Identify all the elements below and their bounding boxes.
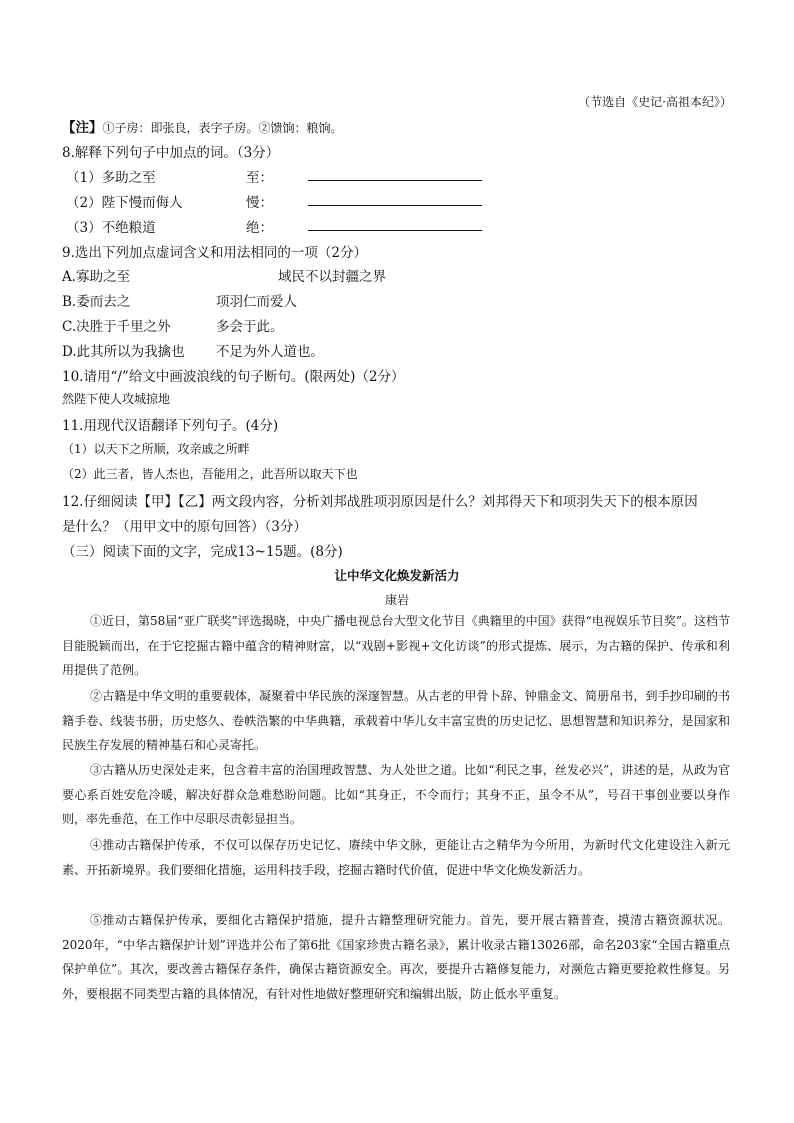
q9-option (62, 315, 284, 335)
article-title: 让中华文化焕发新活力 (334, 568, 460, 583)
annotation-label: 【注】 (62, 120, 103, 136)
q9-option-right: 域民不以封疆之界 (278, 269, 386, 285)
q9-option-left: B.委而去之 (62, 294, 131, 310)
article-author: 康岩 (384, 593, 409, 607)
article-paragraph: ④推动古籍保护传承，不仅可以保存历史记忆、赓续中华文脉，更能让古之精华为今所用，为新时代文化建设注入新元素、开拓新境界。我们要细化措施，运用科技手段，挖掘古籍时代价值，促进中华文化焕发新活力。 (62, 838, 730, 877)
q10-prompt: 10.请用“/”给文中画波浪线的句子断句。(限两处)（2分） (62, 369, 405, 385)
q9-option-right: 项羽仁而爱人 (216, 294, 297, 310)
q8-prompt: 8.解释下列句子中加点的词。（3分） (62, 145, 280, 161)
annotation-text: ①子房：即张良，表字子房。②馈饷：粮饷。 (102, 121, 343, 135)
q8-word: 绝： (246, 220, 273, 236)
article-paragraph: ③古籍从历史深处走来，包含着丰富的治国理政智慧、为人处世之道。比如“利民之事，丝发必兴”，讲述的是，从政为官要心系百姓安危冷暖，解决好群众急难愁盼问题。比如“其身正，不令而行；其身不正，虽令不从”，号召干事创业要以身作则，率先垂范，在工作中尽职尽责彰显担当。 (62, 763, 730, 826)
q9-option-left: C.决胜于千里之外 (62, 319, 171, 335)
q9-option (62, 340, 324, 360)
q8-sentence: （3）不绝粮道 (66, 220, 156, 236)
q8-sentence: （2）陛下慢而侮人 (66, 195, 183, 211)
q12-line: 12.仔细阅读【甲】【乙】两文段内容，分析刘邦战胜项羽原因是什么？刘邦得天下和项羽失天下的根本原因 (62, 494, 698, 510)
q9-option (62, 265, 386, 285)
q9-option-right: 不足为外人道也。 (216, 344, 324, 360)
section-heading: （三）阅读下面的文字，完成13~15题。(8分) (62, 544, 343, 560)
q9-option (62, 290, 297, 310)
q11-item: （1）以天下之所顺，攻亲戚之所畔 (62, 442, 250, 456)
q9-prompt: 9.选出下列加点虚词含义和用法相同的一项（2分） (62, 245, 367, 261)
answer-blank[interactable] (308, 180, 482, 181)
q8-word: 至： (246, 170, 273, 186)
q9-option-right: 多会于此。 (216, 319, 284, 335)
article-paragraph: ①近日，第58届“亚广联奖”评选揭晓，中央广播电视总台大型文化节目《典籍里的中国》获得“电视娱乐节目奖”。这档节目能脱颖而出，在于它挖掘古籍中蕴含的精神财富，以“戏剧+影视+文化访谈”的形式提炼、展示，为古籍的保护、传承和利用提供了范例。 (62, 614, 730, 677)
q12-line: 是什么？（用甲文中的原句回答）（3分） (62, 519, 307, 535)
answer-blank[interactable] (308, 230, 482, 231)
q8-sentence: （1）多助之至 (66, 170, 156, 186)
article-paragraph: ⑤推动古籍保护传承，要细化古籍保护措施，提升古籍整理研究能力。首先，要开展古籍普查，摸清古籍资源状况。2020年，“中华古籍保护计划”评选并公布了第6批《国家珍贵古籍名录》，累计收录古籍13026部，命名203家“全国古籍重点保护单位”。其次，要改善古籍保存条件，确保古籍资源安全。再次，要提升古籍修复能力，对濒危古籍更要抢救性修复。另外，要根据不同类型古籍的具体情况，有针对性地做好整理研究和编辑出版，防止低水平重复。 (62, 913, 730, 1001)
q8-word: 慢： (246, 195, 273, 211)
source-note: （节选自《史记·高祖本纪》） (578, 95, 732, 109)
q10-sentence: 然陛下使人攻城掠地 (62, 392, 171, 406)
q11-item: （2）此三者，皆人杰也，吾能用之，此吾所以取天下也 (62, 467, 358, 481)
answer-blank[interactable] (308, 205, 482, 206)
q9-option-left: A.寡助之至 (62, 269, 131, 285)
article-paragraph: ②古籍是中华文明的重要载体，凝聚着中华民族的深邃智慧。从古老的甲骨卜辞、钟鼎金文、简册帛书，到手抄印刷的书籍手卷、线装书册，历史悠久、卷帙浩繁的中华典籍，承载着中华儿女丰富宝贵的历史记忆、思想智慧和知识养分，是国家和民族生存发展的精神基石和心灵寄托。 (62, 689, 730, 752)
annotation (62, 116, 343, 136)
q11-prompt: 11.用现代汉语翻译下列句子。(4分) (62, 418, 279, 434)
q9-option-left: D.此其所以为我擒也 (62, 344, 185, 360)
